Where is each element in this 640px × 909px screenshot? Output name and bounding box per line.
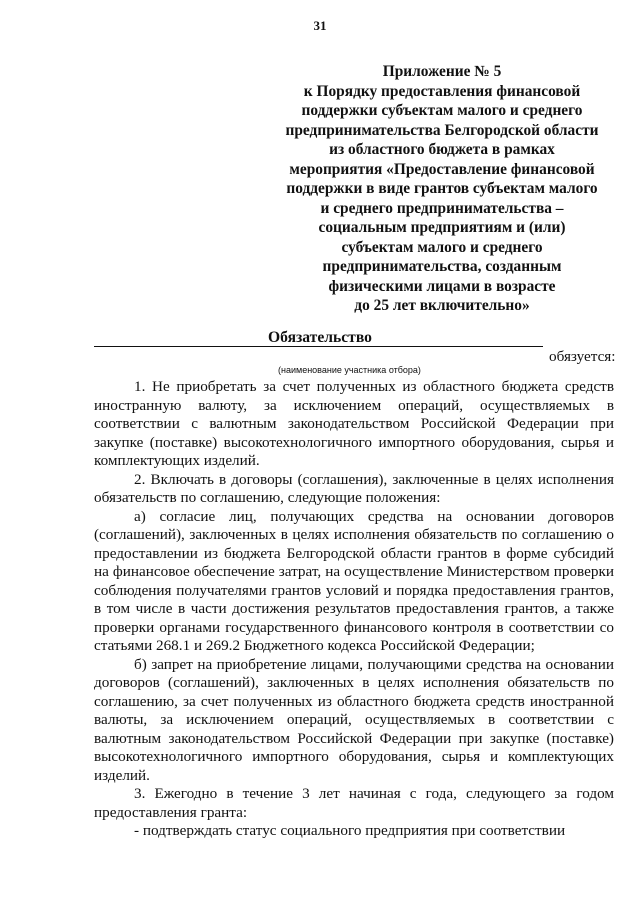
paragraph-2a: а) согласие лиц, получающих средства на основании договоров (соглашений), заключенных в целях исполнения обязательств по соглашению о предоставлении из бюджета Белгородской области грантов в форме субсидий на финансовое обеспечение затрат, на осуществление Министерством проверки соблюдения получателями грантов условий и порядка предоставления грантов, в том числе в части достижения результатов предоставления грантов, а также проверки органами государственного финансового контроля в соответствии со статьями 268.1 и 269.2 Бюджетного кодекса Российской Федерации;	[94, 507, 614, 654]
appendix-line: поддержки в виде грантов субъектам малого	[286, 180, 598, 197]
appendix-line: предпринимательства Белгородской области	[285, 121, 599, 139]
obliges-label: обязуется:	[549, 348, 616, 365]
participant-name-caption: (наименование участника отбора)	[278, 365, 421, 375]
appendix-line: социальным предприятиям и (или)	[318, 219, 566, 236]
paragraph-2b: б) запрет на приобретение лицами, получающими средства на основании договоров (соглашений), заключенных в целях исполнения обязательств по соглашению, за счет полученных из областного бюджета средств иностранной валюты, за исключением операций, осуществляемых в соответствии с валютным законодательством Российской Федерации при закупке (поставке) высокотехнологичного импортного оборудования, сырья и комплектующих изделий.	[94, 655, 614, 784]
paragraph-1: 1. Не приобретать за счет полученных из областного бюджета средств иностранную валюту, за исключением операций, осуществляемых в соответствии с валютным законодательством Российской Федерации при закупке (поставке) высокотехнологичного импортного оборудования, сырья и комплектующих изделий.	[94, 378, 614, 469]
appendix-line: мероприятия «Предоставление финансовой	[289, 160, 595, 178]
appendix-header	[276, 62, 608, 316]
appendix-line: субъектам малого и среднего	[341, 238, 543, 256]
document-body	[94, 378, 614, 841]
paragraph-2: 2. Включать в договоры (соглашения), заключенные в целях исполнения обязательств по соглашению, следующие положения:	[94, 470, 614, 506]
appendix-line: из областного бюджета в рамках	[329, 141, 555, 158]
document-title: Обязательство	[268, 329, 372, 346]
appendix-line: к Порядку предоставления финансовой	[303, 82, 581, 100]
appendix-line: и среднего предпринимательства –	[320, 199, 564, 217]
appendix-line: Приложение № 5	[382, 63, 502, 80]
appendix-line: до 25 лет включительно»	[354, 297, 530, 314]
participant-name-line	[94, 346, 543, 347]
page-number: 31	[313, 18, 327, 33]
paragraph-3-item: - подтверждать статус социального предприятия при соответствии	[134, 822, 566, 839]
appendix-line: физическими лицами в возрасте	[328, 277, 556, 295]
paragraph-3: 3. Ежегодно в течение 3 лет начиная с года, следующего за годом предоставления гранта:	[94, 785, 614, 821]
appendix-line: поддержки субъектам малого и среднего	[301, 102, 583, 119]
appendix-line: предпринимательства, созданным	[322, 258, 562, 275]
